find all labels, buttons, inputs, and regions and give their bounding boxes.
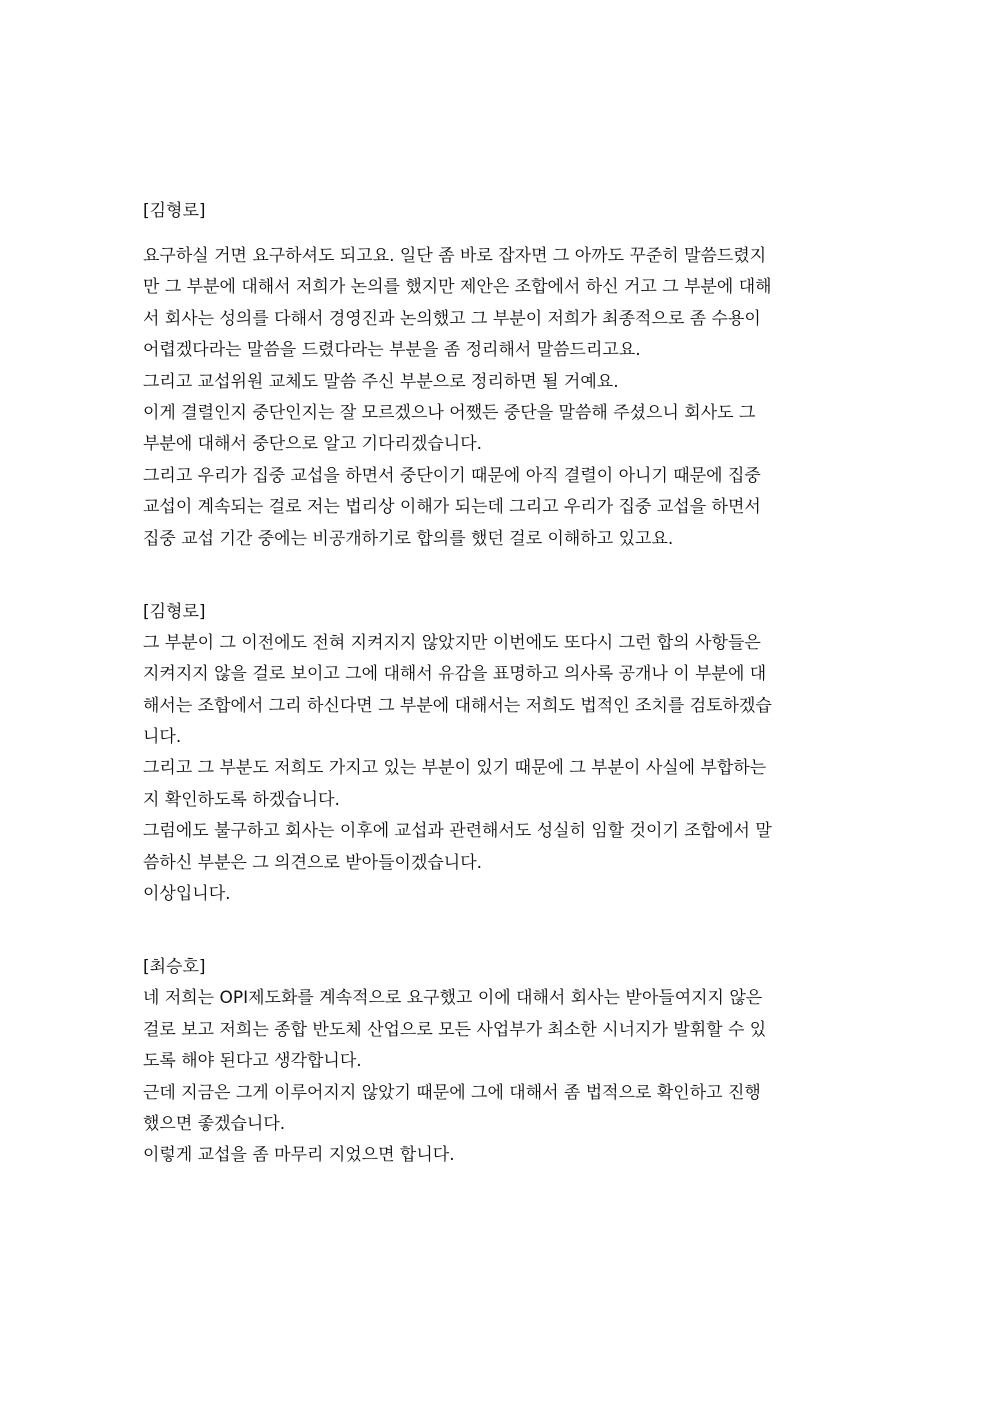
paragraph-line: 서 회사는 성의를 다해서 경영진과 논의했고 그 부분이 저희가 최종적으로 좀 수용이 [143,308,761,329]
paragraph-line: 그럼에도 불구하고 회사는 이후에 교섭과 관련해서도 성실히 임할 것이기 조합에서 말 [143,821,772,842]
paragraph-line: 만 그 부분에 대해서 저희가 논의를 했지만 제안은 조합에서 하신 거고 그 부분에 대해 [143,277,772,298]
paragraph-line: 네 저희는 OPI제도화를 계속적으로 요구했고 이에 대해서 회사는 받아들여지지 않은 [143,988,763,1009]
paragraph-line: 그리고 우리가 집중 교섭을 하면서 중단이기 때문에 아직 결렬이 아니기 때문에 집중 [143,465,761,486]
paragraph-line: 어렵겠다라는 말씀을 드렸다라는 부분을 좀 정리해서 말씀드리고요. [143,340,641,361]
paragraph-line: 근데 지금은 그게 이루어지지 않았기 때문에 그에 대해서 좀 법적으로 확인하고 진행 [143,1082,761,1103]
document-page [143,196,855,1172]
paragraph-line: 그리고 그 부분도 저희도 가지고 있는 부분이 있기 때문에 그 부분이 사실에 부합하는 [143,758,767,779]
paragraph-line: 해서는 조합에서 그리 하신다면 그 부분에 대해서는 저희도 법적인 조치를 검토하겠습 [143,695,772,716]
paragraph-line: 씀하신 부분은 그 의견으로 받아들이겠습니다. [143,852,483,873]
transcript-section [143,952,855,1171]
paragraph-line: 이게 결렬인지 중단인지는 잘 모르겠으나 어쨌든 중단을 말씀해 주셨으니 회사도 그 [143,402,756,423]
paragraph-line: 이상입니다. [143,884,231,905]
paragraph-line: 그리고 교섭위원 교체도 말씀 주신 부분으로 정리하면 될 거예요. [143,371,619,392]
paragraph-line: 집중 교섭 기간 중에는 비공개하기로 합의를 했던 걸로 이해하고 있고요. [143,528,674,549]
speaker-label: [최승호] [143,957,206,978]
transcript-section [143,196,855,555]
paragraph-line: 걸로 보고 저희는 종합 반도체 산업으로 모든 사업부가 최소한 시너지가 발휘할 수 있 [143,1019,767,1040]
paragraph-line: 부분에 대해서 중단으로 알고 기다리겠습니다. [143,434,483,455]
speaker-label: [김형로] [143,601,206,622]
paragraph-line: 지켜지지 않을 걸로 보이고 그에 대해서 유감을 표명하고 의사록 공개나 이 부분에 대 [143,664,767,685]
speaker-label: [김형로] [143,201,206,221]
paragraph-line: 교섭이 계속되는 걸로 저는 법리상 이해가 되는데 그리고 우리가 집중 교섭을 하면서 [143,497,761,518]
paragraph-line: 이렇게 교섭을 좀 마무리 지었으면 합니다. [143,1145,455,1166]
paragraph-line: 요구하실 거면 요구하셔도 되고요. 일단 좀 바로 잡자면 그 아까도 꾸준히 말씀드렸지 [143,246,767,266]
paragraph-line: 했으면 좋겠습니다. [143,1113,286,1134]
transcript-section [143,597,855,911]
paragraph-line: 그 부분이 그 이전에도 전혀 지켜지지 않았지만 이번에도 또다시 그런 합의 사항들은 [143,632,761,653]
paragraph-line: 니다. [143,727,182,748]
paragraph-line: 도록 해야 된다고 생각합니다. [143,1051,362,1072]
paragraph-line: 지 확인하도록 하겠습니다. [143,789,340,810]
